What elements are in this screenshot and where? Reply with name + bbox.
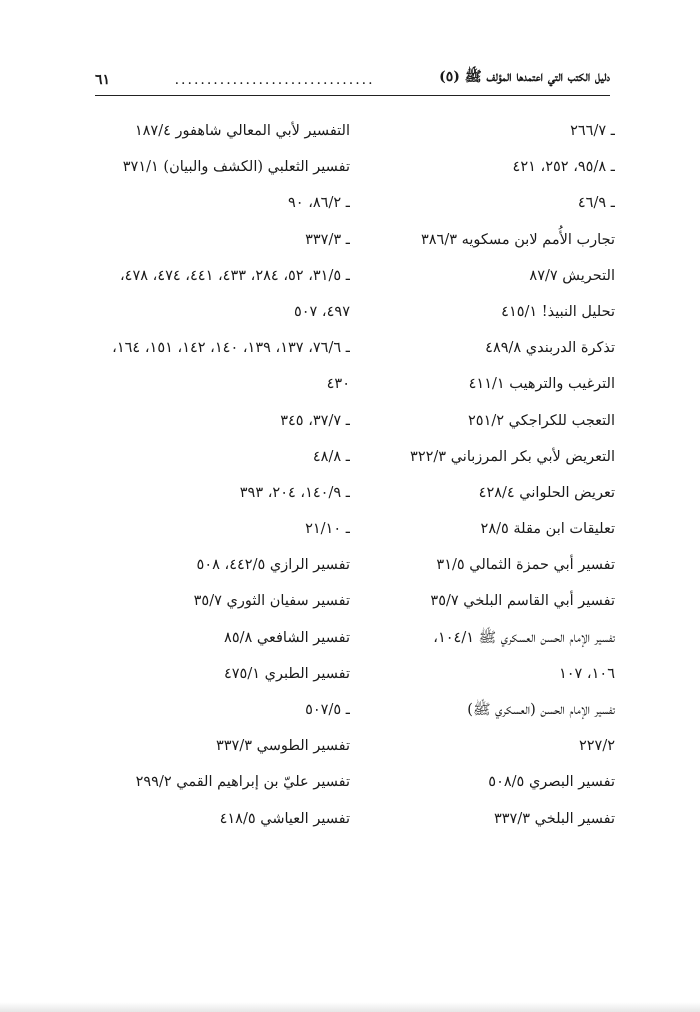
index-entry: تفسير البلخي ٣٣٧/٣ [493, 810, 615, 827]
index-entry: تفسير سفيان الثوري ٣٥/٧ [193, 593, 350, 610]
index-entry: التعجب للكراجكي ٢٥١/٢ [468, 412, 615, 429]
index-entry: التفسير لأبي المعالي شاهفور ١٨٧/٤ [134, 123, 350, 139]
running-title: دليل الكتب التي اعتمدها المؤلف ﷺ (٥) [439, 69, 610, 85]
index-entry: ـ ٢٦٦/٧ [570, 123, 615, 139]
dot-leader: ............................... [174, 72, 375, 88]
index-entry: ـ ٥٠٧/٥ [305, 702, 350, 718]
index-entry: تعليقات ابن مقلة ٢٨/٥ [480, 521, 615, 538]
index-entry: ـ ٤٨/٨ [312, 448, 350, 465]
index-entry: ـ ٤٦/٩ [577, 195, 615, 212]
index-entry: تفسير البصري ٥٠٨/٥ [488, 774, 615, 791]
index-entry: التعريض لأبي بكر المرزباني ٣٢٢/٣ [410, 448, 615, 465]
index-entry: تحليل النبيذ! ٤١٥/١ [501, 303, 615, 320]
page-number: ٦١ [95, 72, 111, 88]
index-entry: ـ ٧٦/٦، ١٣٧، ١٣٩، ١٤٠، ١٤٢، ١٥١، ١٦٤، [112, 340, 350, 357]
page-edge-shadow [0, 1002, 700, 1012]
index-entry: تفسير الشافعي ٨٥/٨ [224, 629, 350, 646]
index-entry: ـ ٢١/١٠ [305, 521, 350, 538]
index-entry: تفسير أبي حمزة الثمالي ٣١/٥ [436, 557, 615, 574]
index-entry: تفسير عليّ بن إبراهيم القمي ٢٩٩/٢ [135, 774, 350, 791]
index-entry: تجارب الأُمم لابن مسكويه ٣٨٦/٣ [420, 231, 615, 248]
index-entry: ـ ١٤٠/٩، ٢٠٤، ٣٩٣ [239, 484, 350, 501]
index-column-right [375, 113, 615, 837]
index-entry: ـ ٨٦/٢، ٩٠ [288, 195, 350, 212]
index-entry: تعريض الحلواني ٤٢٨/٤ [478, 484, 615, 501]
running-header [95, 64, 610, 88]
index-entry: تفسير الطبري ٤٧٥/١ [223, 665, 350, 682]
index-entry: ـ ٣٧/٧، ٣٤٥ [280, 412, 350, 429]
index-entry: تفسير الإمام الحسن (العسكري ﷺ) [467, 702, 615, 718]
index-entry: ٤٩٧، ٥٠٧ [293, 303, 350, 320]
index-entry: ٤٣٠ [326, 376, 350, 393]
index-entry: تفسير الثعلبي (الكشف والبيان) ٣٧١/١ [122, 159, 350, 176]
index-entry: ١٠٦، ١٠٧ [558, 665, 615, 682]
index-entry: تفسير الرازي ٤٤٢/٥، ٥٠٨ [196, 557, 350, 574]
index-entry: التحريش ٨٧/٧ [529, 267, 615, 284]
index-entry: تفسير الإمام الحسن العسكري ﷺ ١٠٤/١، [433, 629, 615, 646]
index-entry: ـ ٣١/٥، ٥٢، ٢٨٤، ٤٣٣، ٤٤١، ٤٧٤، ٤٧٨، [119, 267, 350, 284]
index-entry: تفسير أبي القاسم البلخي ٣٥/٧ [430, 593, 615, 610]
index-entry: ـ ٣٣٧/٣ [305, 231, 350, 248]
index-entry: الترغيب والترهيب ٤١١/١ [468, 376, 615, 393]
index-entry: تفسير الطوسي ٣٣٧/٣ [215, 738, 350, 755]
index-entry: تفسير العياشي ٤١٨/٥ [219, 810, 350, 827]
index-entry: ـ ٩٥/٨، ٢٥٢، ٤٢١ [512, 159, 615, 176]
header-rule [95, 95, 610, 96]
index-column-left [90, 113, 350, 837]
index-entry: ٢٢٧/٢ [578, 738, 615, 755]
index-entry: تذكرة الدربندي ٤٨٩/٨ [485, 340, 615, 357]
